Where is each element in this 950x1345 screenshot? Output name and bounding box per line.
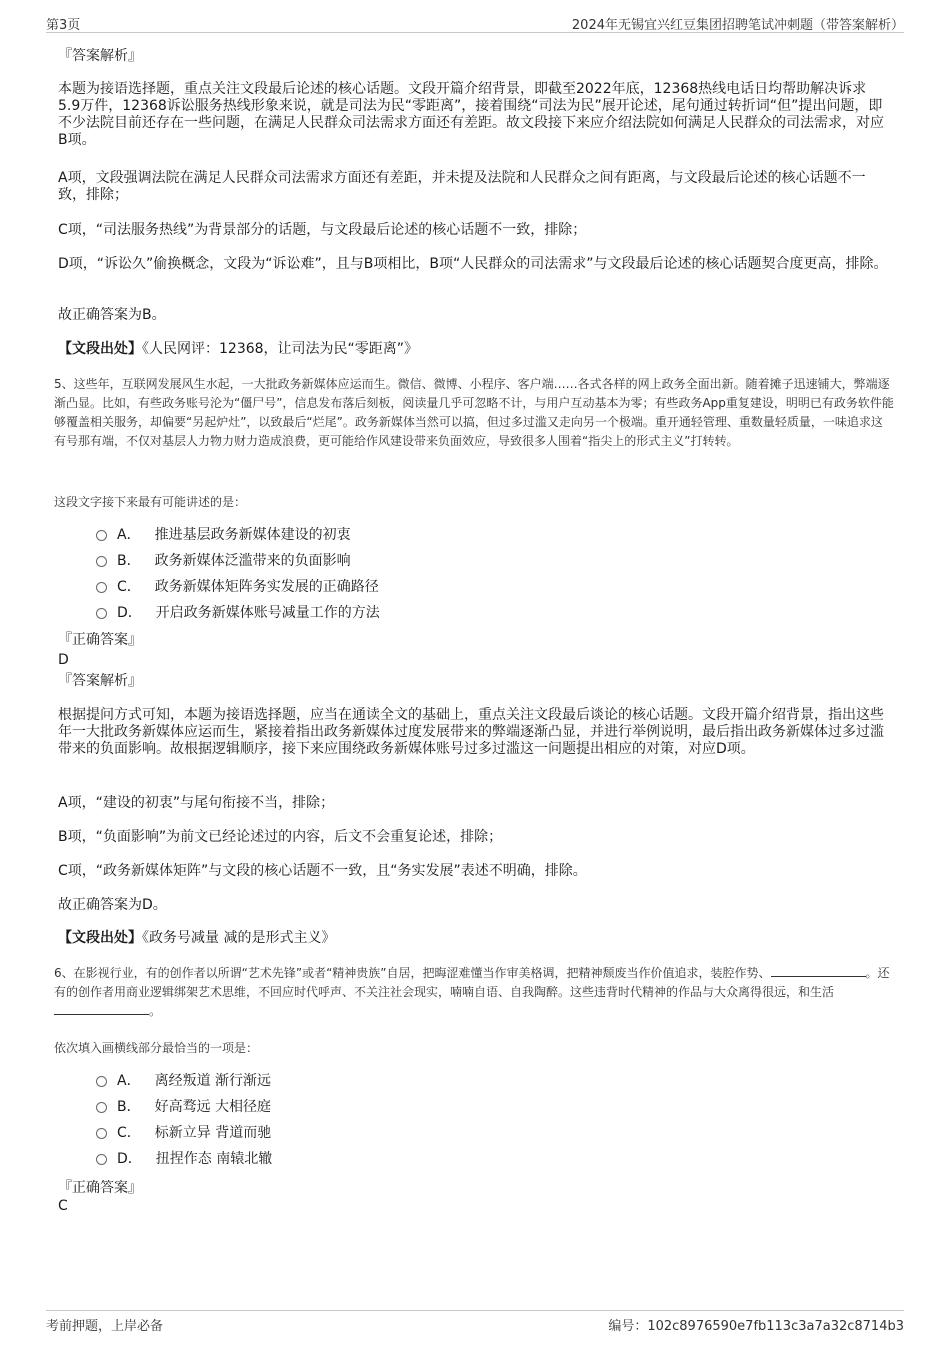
q4-source-text: 《人民网评：12368，让司法为民“零距离”》: [142, 341, 419, 357]
radio-icon[interactable]: [96, 556, 107, 567]
page-number: 第3页: [46, 18, 81, 33]
page-footer: [46, 1310, 904, 1335]
q6-option-d[interactable]: D． 扭捏作态 南辕北辙: [96, 1151, 272, 1168]
radio-icon[interactable]: [96, 1076, 107, 1087]
q4-option-d-explain: D项，“诉讼久”偷换概念，文段为“诉讼难”，且与B项相比，B项“人民群众的司法需求”与文段最后论述的核心话题契合度更高，排除。: [58, 256, 888, 272]
q5-source-text: 《政务号减量 减的是形式主义》: [142, 930, 336, 946]
q6-prompt: 依次填入画横线部分最恰当的一项是：: [54, 1041, 259, 1055]
fill-blank-1: [771, 964, 866, 977]
q6-option-a[interactable]: A． 离经叛道 渐行渐远: [96, 1073, 271, 1090]
document-title: 2024年无锡宜兴红豆集团招聘笔试冲刺题（带答案解析）: [571, 18, 904, 33]
q5-stem: 5、这些年，互联网发展风生水起，一大批政务新媒体应运而生。微信、微博、小程序、客户端……各式各样的网上政务全面出新。随着摊子迅速铺大，弊端逐渐凸显。比如，有些政务账号沦为“僵尸号”，信息发布落后刻板，阅读量几乎可忽略不计，与用户互动基本为零；有些政务App重复建设，明明已有政务软件能够覆盖相关服务，却偏要“另起炉灶”，以致最后“烂尾”。政务新媒体当然可以搞，但过多过滥又走向另一个极端。重开通轻管理、重数量轻质量，一味追求这有号那有端，不仅对基层人力物力财力造成浪费，更可能给作风建设带来负面效应，导致很多人围着“指尖上的形式主义”打转转。: [54, 377, 894, 448]
document-code: 编号：102c8976590e7fb113c3a7a32c8714b3: [608, 1319, 904, 1334]
q4-source: [58, 341, 888, 358]
q5-source-label: 【文段出处】: [58, 930, 142, 946]
q6-option-b[interactable]: B． 好高骛远 大相径庭: [96, 1099, 271, 1116]
q4-option-a-explain: A项，文段强调法院在满足人民群众司法需求方面还有差距，并未提及法院和人民群众之间有距离，与文段最后论述的核心话题不一致，排除；: [58, 170, 866, 203]
radio-icon[interactable]: [96, 530, 107, 541]
q5-analysis-label: 『答案解析』: [58, 673, 142, 689]
q6-option-c[interactable]: C． 标新立异 背道而驰: [96, 1125, 271, 1142]
q4-option-c-explain: C项，“司法服务热线”为背景部分的话题，与文段最后论述的核心话题不一致，排除；: [58, 222, 587, 238]
q5-option-d[interactable]: D． 开启政务新媒体账号减量工作的方法: [96, 605, 380, 622]
q5-source: [58, 930, 888, 947]
radio-icon[interactable]: [96, 582, 107, 593]
q6-answer-label: 『正确答案』: [58, 1180, 142, 1196]
q6-answer: C: [58, 1198, 68, 1214]
q5-answer: D: [58, 652, 69, 668]
q5-option-b-explain: B项，“负面影响”为前文已经论述过的内容，后文不会重复论述，排除；: [58, 829, 503, 845]
q5-conclusion: 故正确答案为D。: [58, 897, 167, 913]
q4-source-label: 【文段出处】: [58, 341, 142, 357]
q5-prompt: 这段文字接下来最有可能讲述的是：: [54, 495, 247, 509]
q5-option-b[interactable]: B． 政务新媒体泛滥带来的负面影响: [96, 553, 351, 570]
q4-analysis: 本题为接语选择题，重点关注文段最后论述的核心话题。文段开篇介绍背景，即截至2022年底，12368热线电话日均帮助解决诉求5.9万件，12368诉讼服务热线形象来说，就是司法为民“零距离”，接着围绕“司法为民”展开论述，尾句通过转折词“但”提出问题，即不少法院目前还存在一些问题，在满足人民群众司法需求方面还有差距。故文段接下来应介绍法院如何满足人民群众的司法需求，对应B项。: [58, 81, 884, 148]
page-header: [46, 12, 904, 33]
radio-icon[interactable]: [96, 608, 107, 619]
q5-option-c[interactable]: C． 政务新媒体矩阵务实发展的正确路径: [96, 579, 379, 596]
fill-blank-2: [54, 1002, 149, 1015]
radio-icon[interactable]: [96, 1128, 107, 1139]
footer-slogan: 考前押题，上岸必备: [46, 1319, 164, 1334]
q5-option-c-explain: C项，“政务新媒体矩阵”与文段的核心话题不一致，且“务实发展”表述不明确，排除。: [58, 863, 587, 879]
q5-answer-label: 『正确答案』: [58, 632, 142, 648]
q5-option-a[interactable]: A． 推进基层政务新媒体建设的初衷: [96, 527, 351, 544]
q4-conclusion: 故正确答案为B。: [58, 307, 166, 323]
q6-stem: 6、在影视行业，有的创作者以所谓“艺术先锋”或者“精神贵族”自居，把晦涩难懂当作审美格调，把精神颓废当作价值追求，装腔作势、 。还有的创作者用商业逻辑绑架艺术思维，不回应时代呼声、不关注社会现实，喃喃自语、自我陶醉。这些违背时代精神的作品与大众离得很远，和生活。: [54, 966, 890, 1018]
radio-icon[interactable]: [96, 1102, 107, 1113]
radio-icon[interactable]: [96, 1154, 107, 1165]
q4-analysis-label: 『答案解析』: [58, 48, 142, 64]
q5-analysis: 根据提问方式可知，本题为接语选择题，应当在通读全文的基础上，重点关注文段最后谈论的核心话题。文段开篇介绍背景，指出这些年一大批政务新媒体应运而生，紧接着指出政务新媒体过度发展带来的弊端逐渐凸显，并进行举例说明，最后指出政务新媒体过多过滥带来的负面影响。故根据逻辑顺序，接下来应围绕政务新媒体账号过多过滥这一问题提出相应的对策，对应D项。: [58, 707, 884, 757]
q5-option-a-explain: A项，“建设的初衷”与尾句衔接不当，排除；: [58, 795, 335, 811]
